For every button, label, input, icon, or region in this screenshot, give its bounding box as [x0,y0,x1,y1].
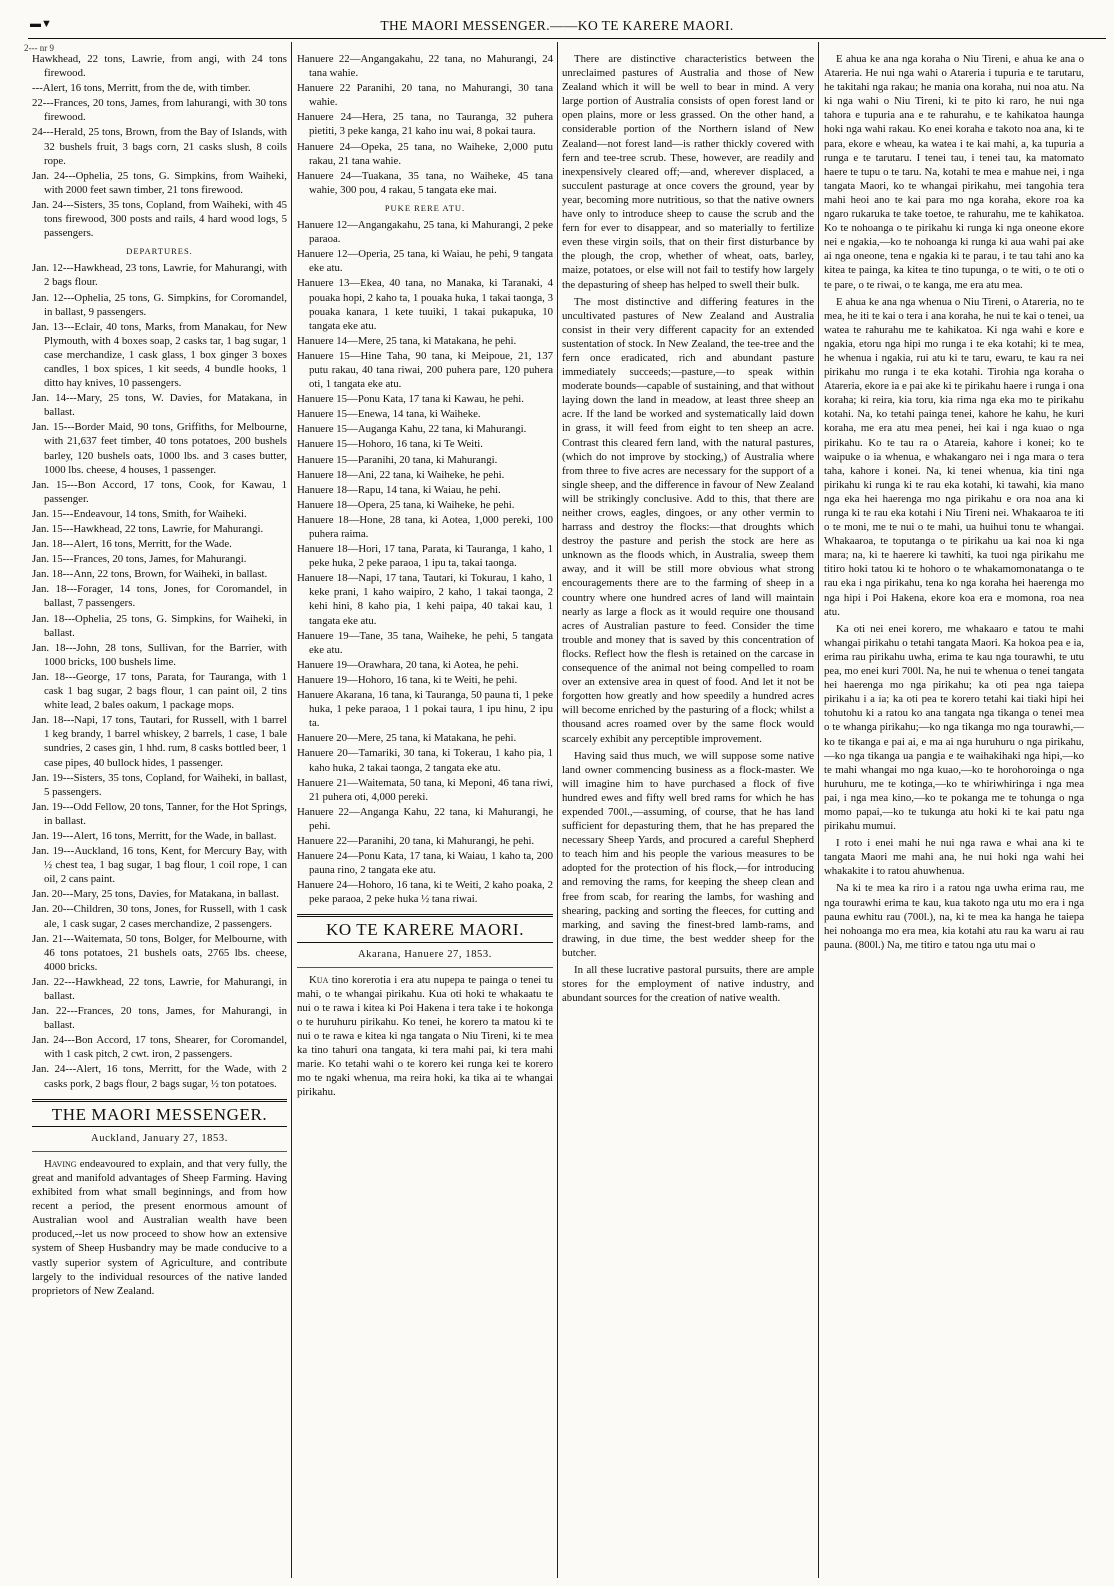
running-title: THE MAORI MESSENGER.——KO TE KARERE MAORI. [380,18,734,33]
masthead-maori: KO TE KARERE MAORI. [297,914,553,942]
shipping-entry: Jan. 12---Ophelia, 25 tons, G. Simpkins, for Coromandel, in ballast, 9 passengers. [32,291,287,318]
shipping-entry: Jan. 18---Ann, 22 tons, Brown, for Waiheki, in ballast. [32,568,268,581]
shipping-entry: Hanuere 18—Hori, 17 tana, Parata, ki Tauranga, 1 kaho, 1 peke huka, 2 peke paraoa, 1 ipu ta, takai taonga. [297,543,553,570]
shipping-entry: Hanuere 14—Mere, 25 tana, ki Matakana, he pehi. [297,334,517,347]
shipping-entry: ---Alert, 16 tons, Merritt, from the de, with timber. [32,82,251,95]
shipping-entry: Hanuere 18—Hone, 28 tana, ki Aotea, 1,000 pereki, 100 puhera raima. [297,513,553,540]
article-paragraph: There are distinctive characteristics between the unreclaimed pastures of Australia and those of New Zealand which it will be well to bear in mind. A very large portion of Australia consists of open forest land or open plains, more or less grassed. On the other hand, a considerable portion of the Northern island of New Zealand—not forest land—is rather thickly covered with fern and tee-tree scrub. These, however, are readily and inexpensively cleared off;—and, wherever displaced, a succulent pasturage at once covers the ground, year by year, becoming more nutritious, so that the native owners have only to introduce sheep to cause the scrub and the fern for ever to disappear, and so materially to fertilize even these virgin soils, that on their first disturbance by the plough, the crop, whether of wheat, oats, barley, maize, potatoes, or else will not fail to testify how largely the depasturing of sheep has helped to swell their bulk. [562,53,814,291]
shipping-entry: Jan. 19---Odd Fellow, 20 tons, Tanner, for the Hot Springs, in ballast. [32,800,287,827]
shipping-entry: Hanuere 22—Angangakahu, 22 tana, no Mahurangi, 24 tana wahie. [297,53,553,80]
running-head [0,14,1114,40]
shipping-entry: Jan. 19---Alert, 16 tons, Merritt, for the Wade, in ballast. [32,829,277,842]
shipping-entry: Hanuere 12—Angangakahu, 25 tana, ki Mahurangi, 2 peke paraoa. [297,219,553,246]
shipping-entry: Jan. 15---Endeavour, 14 tons, Smith, for Waiheki. [32,507,247,520]
shipping-entry: Hanuere 18—Rapu, 14 tana, ki Waiau, he pehi. [297,483,501,496]
column-divider [557,42,558,1578]
departures-heading: PUKE RERE ATU. [384,202,466,213]
shipping-entry: Hanuere 24—Tuakana, 35 tana, no Waiheke, 45 tana wahie, 300 pou, 4 rakau, 5 tangata eke mai. [297,169,553,196]
article-paragraph: Na ki te mea ka riro i a ratou nga uwha erima rau, me nga tourawhi erima te kau, kua takoto nga utu mo era i nga pauna ewhitu rau (700l.), na, ki te mea ka hanga he taiepa hei nohoanga mo era mea, kia kotahi atu rau ka waru ai rau pauna. (800l.) Na, me titiro e tatou nga utu mai o [824,882,1084,951]
article-paragraph: In all these lucrative pastoral pursuits, there are ample stores for the employment of native industry, and abundant sources for the creation of native wealth. [562,964,814,1005]
shipping-entry: Jan. 20---Children, 30 tons, Jones, for Russell, with 1 cask ale, 1 cask sugar, 2 cases merchandize, 2 passengers. [32,903,287,930]
shipping-entry: Hanuere 20—Tamariki, 30 tana, ki Tokerau, 1 kaho pia, 1 kaho huka, 2 takai taonga, 2 tangata eke atu. [297,747,553,774]
column-maori-article [824,52,1084,1580]
shipping-entry: Jan. 22---Hawkhead, 22 tons, Lawrie, for Mahurangi, in ballast. [32,975,287,1002]
column-divider [818,42,819,1578]
shipping-entry: Hanuere 22—Anganga Kahu, 22 tana, ki Mahurangi, he pehi. [297,805,553,832]
shipping-entry: Jan. 22---Frances, 20 tons, James, for Mahurangi, in ballast. [32,1005,287,1032]
dateline-english: Auckland, January 27, 1853. [32,1132,287,1152]
shipping-entry: Hanuere 24—Opeka, 25 tana, no Waiheke, 2,000 putu rakau, 21 tana wahie. [297,140,553,167]
departures-list [297,218,553,906]
shipping-entry: Jan. 14---Mary, 25 tons, W. Davies, for Matakana, in ballast. [32,392,287,419]
shipping-entry: Hanuere 15—Hohoro, 16 tana, ki Te Weiti. [297,438,483,451]
shipping-entry: Jan. 19---Sisters, 35 tons, Copland, for Waiheki, in ballast, 5 passengers. [32,771,287,798]
shipping-entry: Hanuere 15—Auganga Kahu, 22 tana, ki Mahurangi. [297,423,527,436]
shipping-entry: Hanuere 15—Enewa, 14 tana, ki Waiheke. [297,408,481,421]
shipping-entry: Jan. 18---Napi, 17 tons, Tautari, for Russell, with 1 barrel 1 keg brandy, 1 barrel whiskey, 2 barrels, 1 case, 1 bale sundries, 2 cases gin, 1 hhd. rum, 8 casks bottled beer, 1 case pipes, 40 bullock hides, 1 passenger. [32,714,287,769]
departures-heading: DEPARTURES. [126,246,193,257]
article-paragraphs [562,52,814,1005]
editorial-english-intro [32,1157,287,1298]
paragraph-text: endeavoured to explain, and that very fully, the great and manifold advantages of Sheep Farming. Having exhibited from what small beginnings, and from how recent a period, the present enormous amount of Australian wool and Australian wealth have been produced,--let us now proceed to show how an extensive system of Sheep Husbandry may be made conducive to a vastly superior system of Agriculture, and contribute largely to the individual resources of the native landed proprietors of New Zealand. [32,1157,287,1297]
shipping-entry: Jan. 18---George, 17 tons, Parata, for Tauranga, with 1 cask 1 bag sugar, 2 bags flour, 1 can paint oil, 2 tins white lead, 2 bales oakum, 1 package mops. [32,670,287,712]
arrivals-list [32,52,287,240]
shipping-entry: Jan. 20---Mary, 25 tons, Davies, for Matakana, in ballast. [32,888,279,901]
first-word: Kua [309,973,329,986]
article-paragraph: E ahua ke ana nga koraha o Niu Tireni, e ahua ke ana o Atareria. He nui nga wahi o Atareria i tupuria e te tarutaru, he takitahi nga rakau; he mania ona koraha, nui noa atu. Na ki nga wahi o Niu Tireni, ki te pito ki raro, he nui nga tahora e tupuria ana e te rahurahu, e te kahikatoa haunga hoki nga wahi rakau. Ko enei koraha e takoto noa ana, ki te para, ekore e wheau, ka watea i te kai mahi, a, ka tupuria a runga e te tarutaru. I tenei tau, i tenei tau, ka matomato haere te tupu o te taru. Na, kotahi te mea e mahue nei, i nga tangata Maori, ko te whangai pirikahu, mei tangohia tera mahi heoi ano te kai para mo nga koraha, ekore roa ka ngaro rukaruka te take toetoe, te rahurahu, me te kahikatoa. Ko te nohoanga o te pirikahu ki runga ki nga oneone ekore nei e ngakia,—ko te nohoanga ki runga ki aua wahi pai ake ai nga oneone, tena e ngakia ki te parau, i te tau tahi ano ka kitea te painga, ka kitea te tino tupunga, o te witi, o te oti o te pare, o te riwai, o te kanga, me era atu mea. [824,53,1084,291]
shipping-entry: Jan. 21---Waitemata, 50 tons, Bolger, for Melbourne, with 46 tons potatoes, 21 bushels oats, 2765 lbs. cheese, 4000 bricks. [32,932,287,973]
shipping-entry: Hanuere 24—Hera, 25 tana, no Tauranga, 32 puhera pietiti, 3 peke kanga, 21 kaho inu wai, 8 pokai taura. [297,111,553,138]
departures-list [32,261,287,1090]
shipping-entry: 24---Herald, 25 tons, Brown, from the Bay of Islands, with 32 bushels fruit, 3 bags corn, 21 casks slush, 8 coils rope. [32,126,287,167]
shipping-entry: Hanuere 15—Paranihi, 20 tana, ki Mahurangi. [297,453,498,466]
masthead-english: THE MAORI MESSENGER. [32,1099,287,1127]
arrivals-list [297,52,553,197]
page-corner-mark: ▬▼ [30,18,52,30]
shipping-entry: Jan. 15---Frances, 20 tons, James, for Mahurangi. [32,553,247,566]
article-paragraph: I roto i enei mahi he nui nga rawa e whai ana ki te tangata Maori me mahi ana, he nui hoki nga wahi hei whakakite i to ratou ahuwhenua. [824,837,1084,878]
shipping-entry: Hanuere 21—Waitemata, 50 tana, ki Meponi, 46 tana riwi, 21 puhera oti, 4,000 pereki. [297,776,553,803]
shipping-entry: Hanuere 15—Ponu Kata, 17 tana ki Kawau, he pehi. [297,393,524,406]
column-english-article [562,52,814,1580]
shipping-entry: Hanuere 18—Opera, 25 tana, ki Waiheke, he pehi. [297,498,515,511]
shipping-entry: Jan. 15---Bon Accord, 17 tons, Cook, for Kawau, 1 passenger. [32,478,287,505]
shipping-entry: Jan. 15---Hawkhead, 22 tons, Lawrie, for Mahurangi. [32,523,264,535]
shipping-entry: Jan. 24---Alert, 16 tons, Merritt, for the Wade, with 2 casks pork, 2 bags flour, 2 bags sugar, ½ ton potatoes. [32,1063,287,1090]
shipping-entry: Hanuere 13—Ekea, 40 tana, no Manaka, ki Taranaki, 4 pouaka hopi, 2 kaho ta, 1 pouaka huka, 1 takai taonga, 3 pouaka kanara, 1 kete tuuiki, 1 takai pukapuka, 10 tangata eke atu. [297,277,553,332]
shipping-entry: Hanuere 22—Paranihi, 20 tana, ki Mahurangi, he pehi. [297,834,535,847]
dateline-maori: Akarana, Hanuere 27, 1853. [297,948,553,968]
column-maori-shipping [297,52,553,1580]
editorial-maori-intro [297,973,553,1100]
margin-fragment: 2--- nr 9 [24,43,54,53]
shipping-entry: Jan. 18---Forager, 14 tons, Jones, for Coromandel, in ballast, 7 passengers. [32,583,287,610]
shipping-entry: Jan. 12---Hawkhead, 23 tons, Lawrie, for Mahurangi, with 2 bags flour. [32,262,287,289]
article-paragraph: E ahua ke ana nga whenua o Niu Tireni, o Atareria, no te mea, he iti te kai o tera i ana koraha, he nui te kai o tenei, ua watea te rahurahu me te kahikatoa. Ki nga wahi e kore e ngakia, etoru nga hipi mo runga i te eka kotahi; ki te mea, he whenua i ngakia, rui atu ki te taru, ewaru, te kau ra nei pirikahu mo runga i te eka kotahi. Tirohia nga koraha o Atareria, ekore ia e pai ake ki te pirikahu haere i runga i ona koraha; ki reira, kia toru, kia rima nga eka mo te pirikahu kotahi. Na, ko tetahi painga tenei, kahore he kahu, he kuri koraha, me era atu mea penei, hei kai i nga kuao o nga pirikahu. Ko te tau ra o Atareia, kahore i konei; ko te waipuke o ia whenua, e whakangaro nei i nga mara o tera taha, kahore i konei. Na, ki tenei whenua, kia tini nga pirikahu ki runga ki te rau eka kotahi, ki tawahi, kia mano nga eka hei haerenga mo nga pirikahu e ora noa ana ki runga ki te rau eka kotahi i Niu Tireni nei. Whakaaroa te iti o te moni, me te nui o te mahi, ua huihui tonu te whangai. Whakaaroa, te toputanga o te pirikahu ua kai noa ki nga mara; na, ki te haerere ki tawhiti, ka tuoi nga pirikahu me titiro hoki tatou ki te hohoro o te whakamomonatanga o te rau eka i nga pirikahu, tena ko nga koraha hei haerenga mo nga hipi i Poi Hakena, ekore koa era e momona, roa nea atu. [824,295,1084,618]
shipping-entry: Jan. 13---Eclair, 40 tons, Marks, from Manakau, for New Plymouth, with 4 boxes soap, 2 casks tar, 1 bag sugar, 1 case merchandize, 1 cask glass, 1 box ginger 3 boxes candles, 1 box spices, 1 kit seeds, 4 bundle hooks, 1 ditto hay knives, 10 passengers. [32,320,287,390]
shipping-entry: Jan. 15---Border Maid, 90 tons, Griffiths, for Melbourne, with 21,637 feet timber, 40 tons potatoes, 200 bushels barley, 120 bushels oats, 1000 lbs. and 3 cases butter, 1000 lbs. cheese, 4 houses, 1 passenger. [32,421,287,476]
shipping-entry: Hanuere 12—Operia, 25 tana, ki Waiau, he pehi, 9 tangata eke atu. [297,248,553,275]
shipping-entry: Hanuere Akarana, 16 tana, ki Tauranga, 50 pauna ti, 1 peke huka, 1 peke paraoa, 1 1 pokai taura, 1 ipu hinu, 2 ipu ta. [297,689,553,730]
shipping-entry: Hanuere 24—Hohoro, 16 tana, ki te Weiti, 2 kaho poaka, 2 peke paraoa, 2 peke huka ½ tana riwai. [297,879,553,906]
shipping-entry: Hanuere 22 Paranihi, 20 tana, no Mahurangi, 30 tana wahie. [297,82,553,109]
shipping-entry: Jan. 18---John, 28 tons, Sullivan, for the Barrier, with 1000 bricks, 100 bushels lime. [32,641,287,668]
header-rule [28,38,1106,39]
shipping-entry: Hanuere 19—Hohoro, 16 tana, ki te Weiti, he pehi. [297,673,518,686]
column-divider [291,42,292,1578]
shipping-entry: Jan. 24---Ophelia, 25 tons, G. Simpkins, from Waiheki, with 2000 feet sawn timber, 21 tons firewood. [32,169,287,196]
shipping-entry: Jan. 18---Alert, 16 tons, Merritt, for the Wade. [32,538,232,551]
article-paragraph: Ka oti nei enei korero, me whakaaro e tatou te mahi whangai pirikahu o tetahi tangata Maori. Ka hokoa pea e ia, erima rau pirikahu uwha, erima te kau nga tourawhi, te utu pea, mo enei kuri 700l. Na, he nui te whenua o tenei tangata hei haerenga mo nga pirikahu; ka oti pea nga taiepa pirikahu i a ia; ka oti pea te korero tetahi kai tiaki hipi hei tohutohu ki a ratou ko ana tangata nga tikanga o tenei mea o te whanga pirikahu;—ko nga tikanga mo nga tourawhi,—ko te tikanga e pai ai, e ma ai nga huruhuru o nga pirikahu,—ko nga tikanga ua pangia e te waihakihaki nga hipi,—ko te mahi whangai mo nga kuao,—ko te horohoroinga o nga huruhuru, me te kotinga,—ko te whiriwhiringa i nga mea pai, i nga mea kino,—ko te pokanga me te tohunga o nga momo papai,—ko te tukunga atu hoki ki te kai patu nga pirikahu mumui. [824,622,1084,833]
shipping-entry: Hanuere 15—Hine Taha, 90 tana, ki Meipoue, 21, 137 putu rakau, 40 tana riwai, 200 puhera pare, 120 puhera oti, 1 tangata eke atu. [297,349,553,391]
shipping-entry: Hanuere 18—Ani, 22 tana, ki Waiheke, he pehi. [297,468,505,481]
shipping-entry: Jan. 18---Ophelia, 25 tons, G. Simpkins, for Waiheki, in ballast. [32,612,287,639]
shipping-entry: Hanuere 20—Mere, 25 tana, ki Matakana, he pehi. [297,732,517,745]
shipping-entry: Jan. 24---Sisters, 35 tons, Copland, from Waiheki, with 45 tons firewood, 300 posts and rails, 4 hard wood logs, 5 passengers. [32,198,287,240]
shipping-entry: 22---Frances, 20 tons, James, from lahurangi, with 30 tons firewood. [32,97,287,124]
shipping-entry: Jan. 19---Auckland, 16 tons, Kent, for Mercury Bay, with ½ chest tea, 1 bag sugar, 1 bag flour, 1 coil rope, 1 can oil, 2 cans paint. [32,845,287,886]
article-paragraph: Having said thus much, we will suppose some native land owner commencing business as a flock-master. We will imagine him to have purchased a flock of five hundred ewes and fifty well bred rams for which he has expended 700l.,—assuming, of course, that he has land sufficient for depasturing them, that he has prepared the necessary Sheep Yards, and procured a careful Shepherd to teach him and his people the various measures to be adopted for the protection of his flock,—for introducing and removing the rams, for keeping the sheep clean and free from scab, for rearing the lambs, for washing and shearing, packing and sorting the fleeces, for cutting and marking, and saving the finest-bred lamb-rams, and drawing, in due time, the best wedder sheep for the butcher. [562,749,814,959]
first-word: Having [44,1157,77,1170]
paragraph-text: tino korerotia i era atu nupepa te painga o tenei tu mahi, o te whangai pirikahu. Kua oti hoki te whakaatu te nui o te rawa i kitea ki Poi Hakena i tera take i te hokonga o te huruhuru pirikahu. Ko tenei, he korero ta matou ki te nui o te rawa e kitea ki nga tangata o Niu Tireni, ki te mea ka tino tahuri ona tangata, ki tera mahi pai, ki tera mahi marie. Ko tetahi wahi o te korero kei runga kei te korero mo te ngaki whenua, ma reira hoki, ka tika ai te whangai pirikahu. [297,973,553,1099]
article-paragraph: The most distinctive and differing features in the uncultivated pastures of New Zealand and Australia consist in their very different capacity for an extended sustentation of stock. In New Zealand, the tee-tree and the fern once eradicated, rich and abundant pasture immediately succeeds;—pasture,—to speak within moderate bounds—capable of sustaining, and that without laying down the land in meadow, at least three sheep an acre. If the land be worked and systematically laid down in grass, it will feed from eight to ten sheep an acre. Contrast this cleared fern land, with the natural pastures, (which do not improve by stocking,) of Australia where from three to five acres are necessary for the support of a single sheep, and the difference in favour of New Zealand will be strikingly conclusive. Add to this, that there are neither crows, eagles, dingoes, or any other vermin to harrass and destroy the flocks:—that droughts which destroy the pasture and perish the stock are here as unknown as the floods which, in Australia, sweep them away, and it will be still more obvious what strong encouragements there are to the farming of sheep in a country where one hundred acres of land will maintain nearly as large a flock as it would require one thousand acres of Australian pasture to feed. Consider the time trouble and money that is saved by this concentration of flocks. Reflect how the flesh is retained on the carcase in consequence of the animal not being compelled to roam over an extensive area in quest of food. And let it not be forgotten how greatly and how speedily a hundred acres will become enriched by the pasturing of a flock; whilst a thousand acres roamed over by the same flock would scarcely exhibit any perceptible improvement. [562,295,814,745]
shipping-entry: Hanuere 19—Tane, 35 tana, Waiheke, he pehi, 5 tangata eke atu. [297,629,553,656]
shipping-entry: Hanuere 18—Napi, 17 tana, Tautari, ki Tokurau, 1 kaho, 1 keke prani, 1 kaho waipiro, 2 kaho, 1 takai taonga, 2 kehi hini, 8 kaho pia, 1 kehi paipa, 40 takai kau, 1 tangata eke atu. [297,572,553,627]
shipping-entry: Hawkhead, 22 tons, Lawrie, from angi, with 24 tons firewood. [32,53,287,80]
shipping-entry: Hanuere 24—Ponu Kata, 17 tana, ki Waiau, 1 kaho ta, 200 pauna rino, 2 tangata eke atu. [297,850,553,877]
shipping-entry: Jan. 24---Bon Accord, 17 tons, Shearer, for Coromandel, with 1 cask pitch, 2 cwt. iron, 2 passengers. [32,1034,287,1061]
column-english-shipping [32,52,287,1580]
article-paragraphs [824,52,1084,952]
shipping-entry: Hanuere 19—Orawhara, 20 tana, ki Aotea, he pehi. [297,658,519,671]
